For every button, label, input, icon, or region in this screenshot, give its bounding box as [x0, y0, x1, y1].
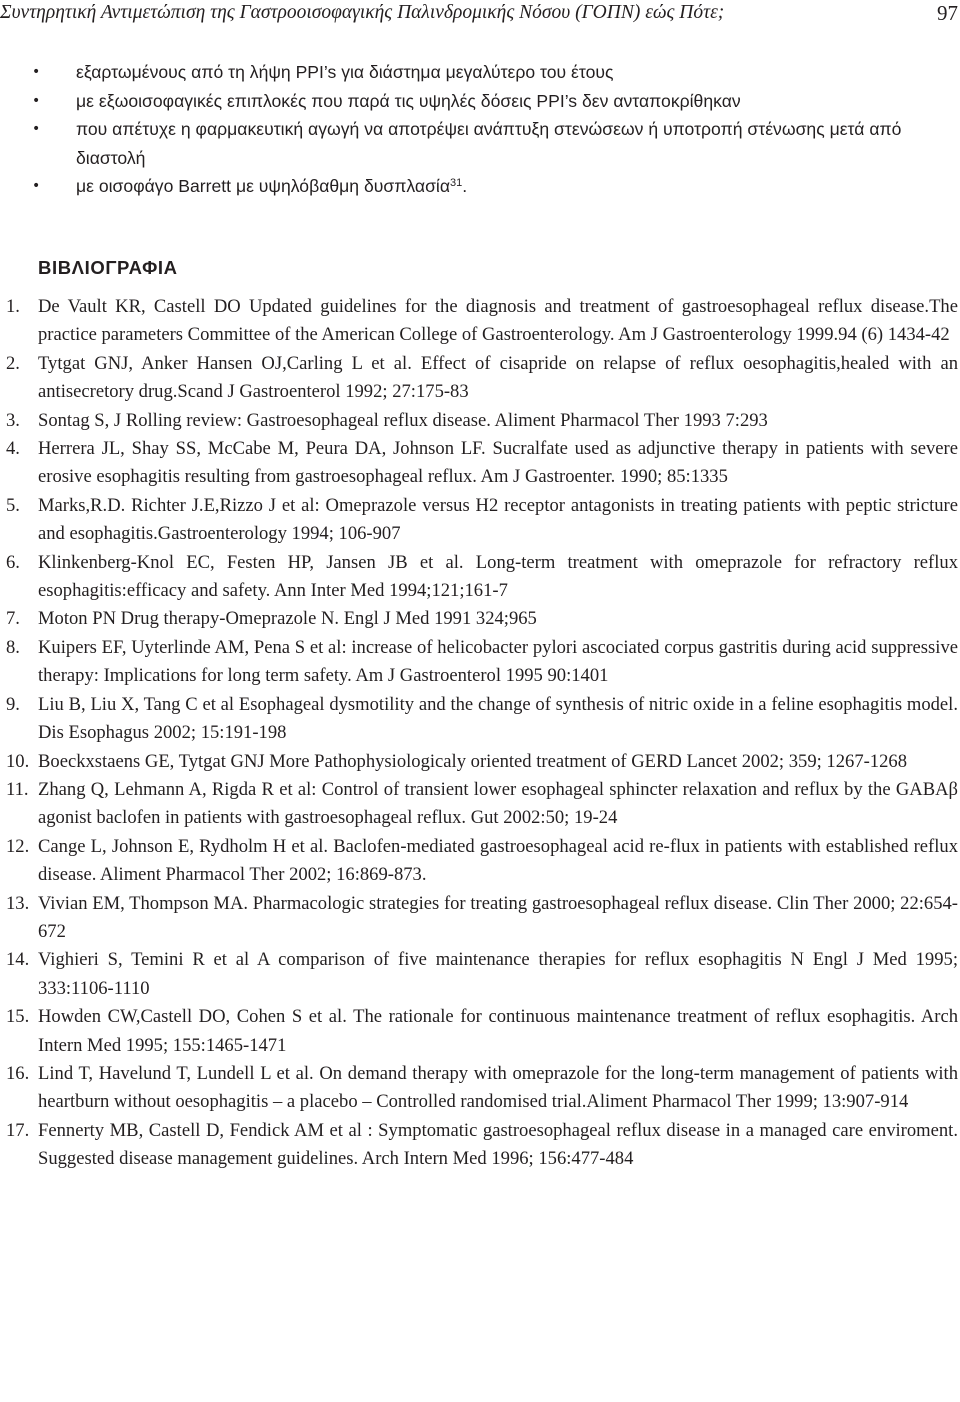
bullet-item	[24, 172, 944, 201]
bullet-item	[24, 87, 944, 116]
bullet-text: που απέτυχε η φαρμακευτική αγωγή να αποτρέψει ανάπτυξη στενώσεων ή υποτροπή στένωσης μετά από διαστολή	[76, 119, 902, 168]
bullet-text: με εξωοισοφαγικές επιπλοκές που παρά τις υψηλές δόσεις PPI’s δεν ανταποκρίθηκαν	[76, 90, 741, 111]
bullet-text: με οισοφάγο Barrett με υψηλόβαθμη δυσπλασία	[76, 176, 451, 197]
reference-item	[0, 549, 958, 606]
reference-item	[0, 634, 958, 691]
bullet-dot-icon: •	[32, 92, 41, 109]
reference-number: 7.	[6, 608, 20, 630]
bullet-item	[24, 115, 944, 172]
reference-text: Boeckxstaens GE, Tytgat GNJ More Pathophysiologicaly oriented treatment of GERD Lancet 2002; 359; 1267-1268	[38, 750, 907, 772]
reference-text: Tytgat GNJ, Anker Hansen OJ,Carling L et al. Effect of cisapride on relapse of reflux oesophagitis,healed with an antisecretory drug.Scand J Gastroenterol 1992; 27:175-83	[38, 352, 958, 403]
reference-item	[0, 492, 958, 549]
references-heading: ΒΙΒΛΙΟΓΡΑΦΙΑ	[38, 257, 178, 278]
reference-item	[0, 1117, 958, 1174]
reference-item	[0, 1003, 958, 1060]
reference-number: 10.	[6, 750, 30, 772]
reference-text: Liu B, Liu X, Tang C et al Esophageal dysmotility and the change of synthesis of nitric oxide in a feline esophagitis model. Dis Esophagus 2002; 15:191-198	[38, 693, 958, 744]
reference-item	[0, 605, 958, 633]
bullet-dot-icon: •	[32, 64, 41, 80]
reference-item	[0, 833, 958, 890]
bullet-item	[24, 58, 944, 87]
reference-number: 17.	[6, 1119, 30, 1141]
reference-number: 3.	[6, 409, 20, 431]
bullet-text: εξαρτωμένους από τη λήψη PPI’s για διάστημα μεγαλύτερο του έτους	[76, 62, 614, 82]
reference-text: Lind T, Havelund T, Lundell L et al. On demand therapy with omeprazole for the long-term management of patients with heartburn without oesophagitis – a placebo – Controlled randomised trial.Aliment Pharmacol Ther 1999; 13:907-914	[38, 1062, 958, 1113]
reference-text: Herrera JL, Shay SS, McCabe M, Peura DA, Johnson LF. Sucralfate used as adjunctive therapy in patients with severe erosive esophagitis resulting from gastroesophageal reflux. Am J Gastroenter. 1990; 85:1335	[38, 438, 958, 488]
reference-number: 8.	[6, 636, 20, 658]
reference-text: Sontag S, J Rolling review: Gastroesophageal reflux disease. Aliment Pharmacol Ther 1993 7:293	[38, 409, 768, 431]
citation-superscript: 31	[450, 177, 463, 190]
bullet-text-tail: .	[462, 176, 468, 197]
references-list	[0, 293, 958, 1174]
reference-item	[0, 748, 958, 776]
running-header	[0, 0, 958, 26]
reference-text: Zhang Q, Lehmann A, Rigda R et al: Control of transient lower esophageal sphincter relaxation and reflux by the GABAβ agonist baclofen in patients with gastroesophageal reflux. Gut 2002:50; 19-24	[38, 778, 958, 829]
reference-item	[0, 350, 958, 407]
reference-number: 12.	[6, 835, 30, 857]
reference-text: Kuipers EF, Uyterlinde AM, Pena S et al: increase of helicobacter pylori ascociated corpus gastritis during acid suppressive therapy: Implications for long term safety. Am J Gastroenterol 1995 90:1401	[38, 636, 958, 687]
page-number: 97	[937, 1, 958, 25]
reference-number: 15.	[6, 1006, 30, 1028]
indication-bullet-list	[24, 58, 944, 201]
reference-item	[0, 691, 958, 748]
reference-number: 1.	[6, 296, 20, 317]
reference-number: 9.	[6, 693, 20, 715]
bullet-dot-icon: •	[32, 178, 41, 195]
reference-number: 13.	[6, 892, 30, 914]
reference-item	[0, 293, 958, 350]
reference-number: 11.	[6, 778, 29, 800]
reference-text: Fennerty MB, Castell D, Fendick AM et al : Symptomatic gastroesophageal reflux disease in a managed care enviroment. Suggested disease management guidelines. Arch Intern Med 1996; 156:477-484	[38, 1119, 958, 1170]
bullet-dot-icon: •	[32, 121, 41, 138]
reference-number: 2.	[6, 352, 20, 374]
reference-text: Cange L, Johnson E, Rydholm H et al. Baclofen-mediated gastroesophageal acid re-flux in patients with established reflux disease. Aliment Pharmacol Ther 2002; 16:869-873.	[38, 835, 958, 886]
reference-item	[0, 1060, 958, 1117]
reference-text: Moton PN Drug therapy-Omeprazole N. Engl J Med 1991 324;965	[38, 608, 537, 630]
reference-number: 4.	[6, 438, 20, 460]
reference-item	[0, 435, 958, 492]
reference-number: 16.	[6, 1062, 30, 1084]
reference-item	[0, 776, 958, 833]
reference-item	[0, 946, 958, 1003]
reference-text: Marks,R.D. Richter J.E,Rizzo J et al: Omeprazole versus H2 receptor antagonists in treating patients with peptic stricture and esophagitis.Gastroenterology 1994; 106-907	[38, 494, 958, 545]
reference-text: De Vault KR, Castell DO Updated guidelines for the diagnosis and treatment of gastroesophageal reflux disease.The practice parameters Committee of the American College of Gastroenterology. Am J Gastroenterology 1999.94 (6) 1434-42	[38, 296, 958, 346]
reference-text: Vivian EM, Thompson MA. Pharmacologic strategies for treating gastroesophageal reflux disease. Clin Ther 2000; 22:654-672	[38, 892, 958, 942]
reference-item	[0, 407, 958, 435]
reference-text: Howden CW,Castell DO, Cohen S et al. The rationale for continuous maintenance treatment of reflux esophagitis. Arch Intern Med 1995; 155:1465-1471	[38, 1006, 958, 1056]
reference-number: 14.	[6, 949, 30, 971]
running-header-title: Συντηρητική Αντιμετώπιση της Γαστροοισοφαγικής Παλινδρομικής Νόσου (ΓΟΠΝ) εώς Πότε;	[0, 2, 725, 23]
reference-text: Klinkenberg-Knol EC, Festen HP, Jansen JB et al. Long-term treatment with omeprazole for refractory reflux esophagitis:efficacy and safety. Ann Inter Med 1994;121;161-7	[38, 551, 958, 602]
reference-text: Vighieri S, Temini R et al A comparison of five maintenance therapies for reflux esophagitis N Engl J Med 1995; 333:1106-1110	[38, 949, 958, 999]
reference-number: 6.	[6, 551, 20, 573]
reference-number: 5.	[6, 494, 20, 516]
reference-item	[0, 890, 958, 947]
